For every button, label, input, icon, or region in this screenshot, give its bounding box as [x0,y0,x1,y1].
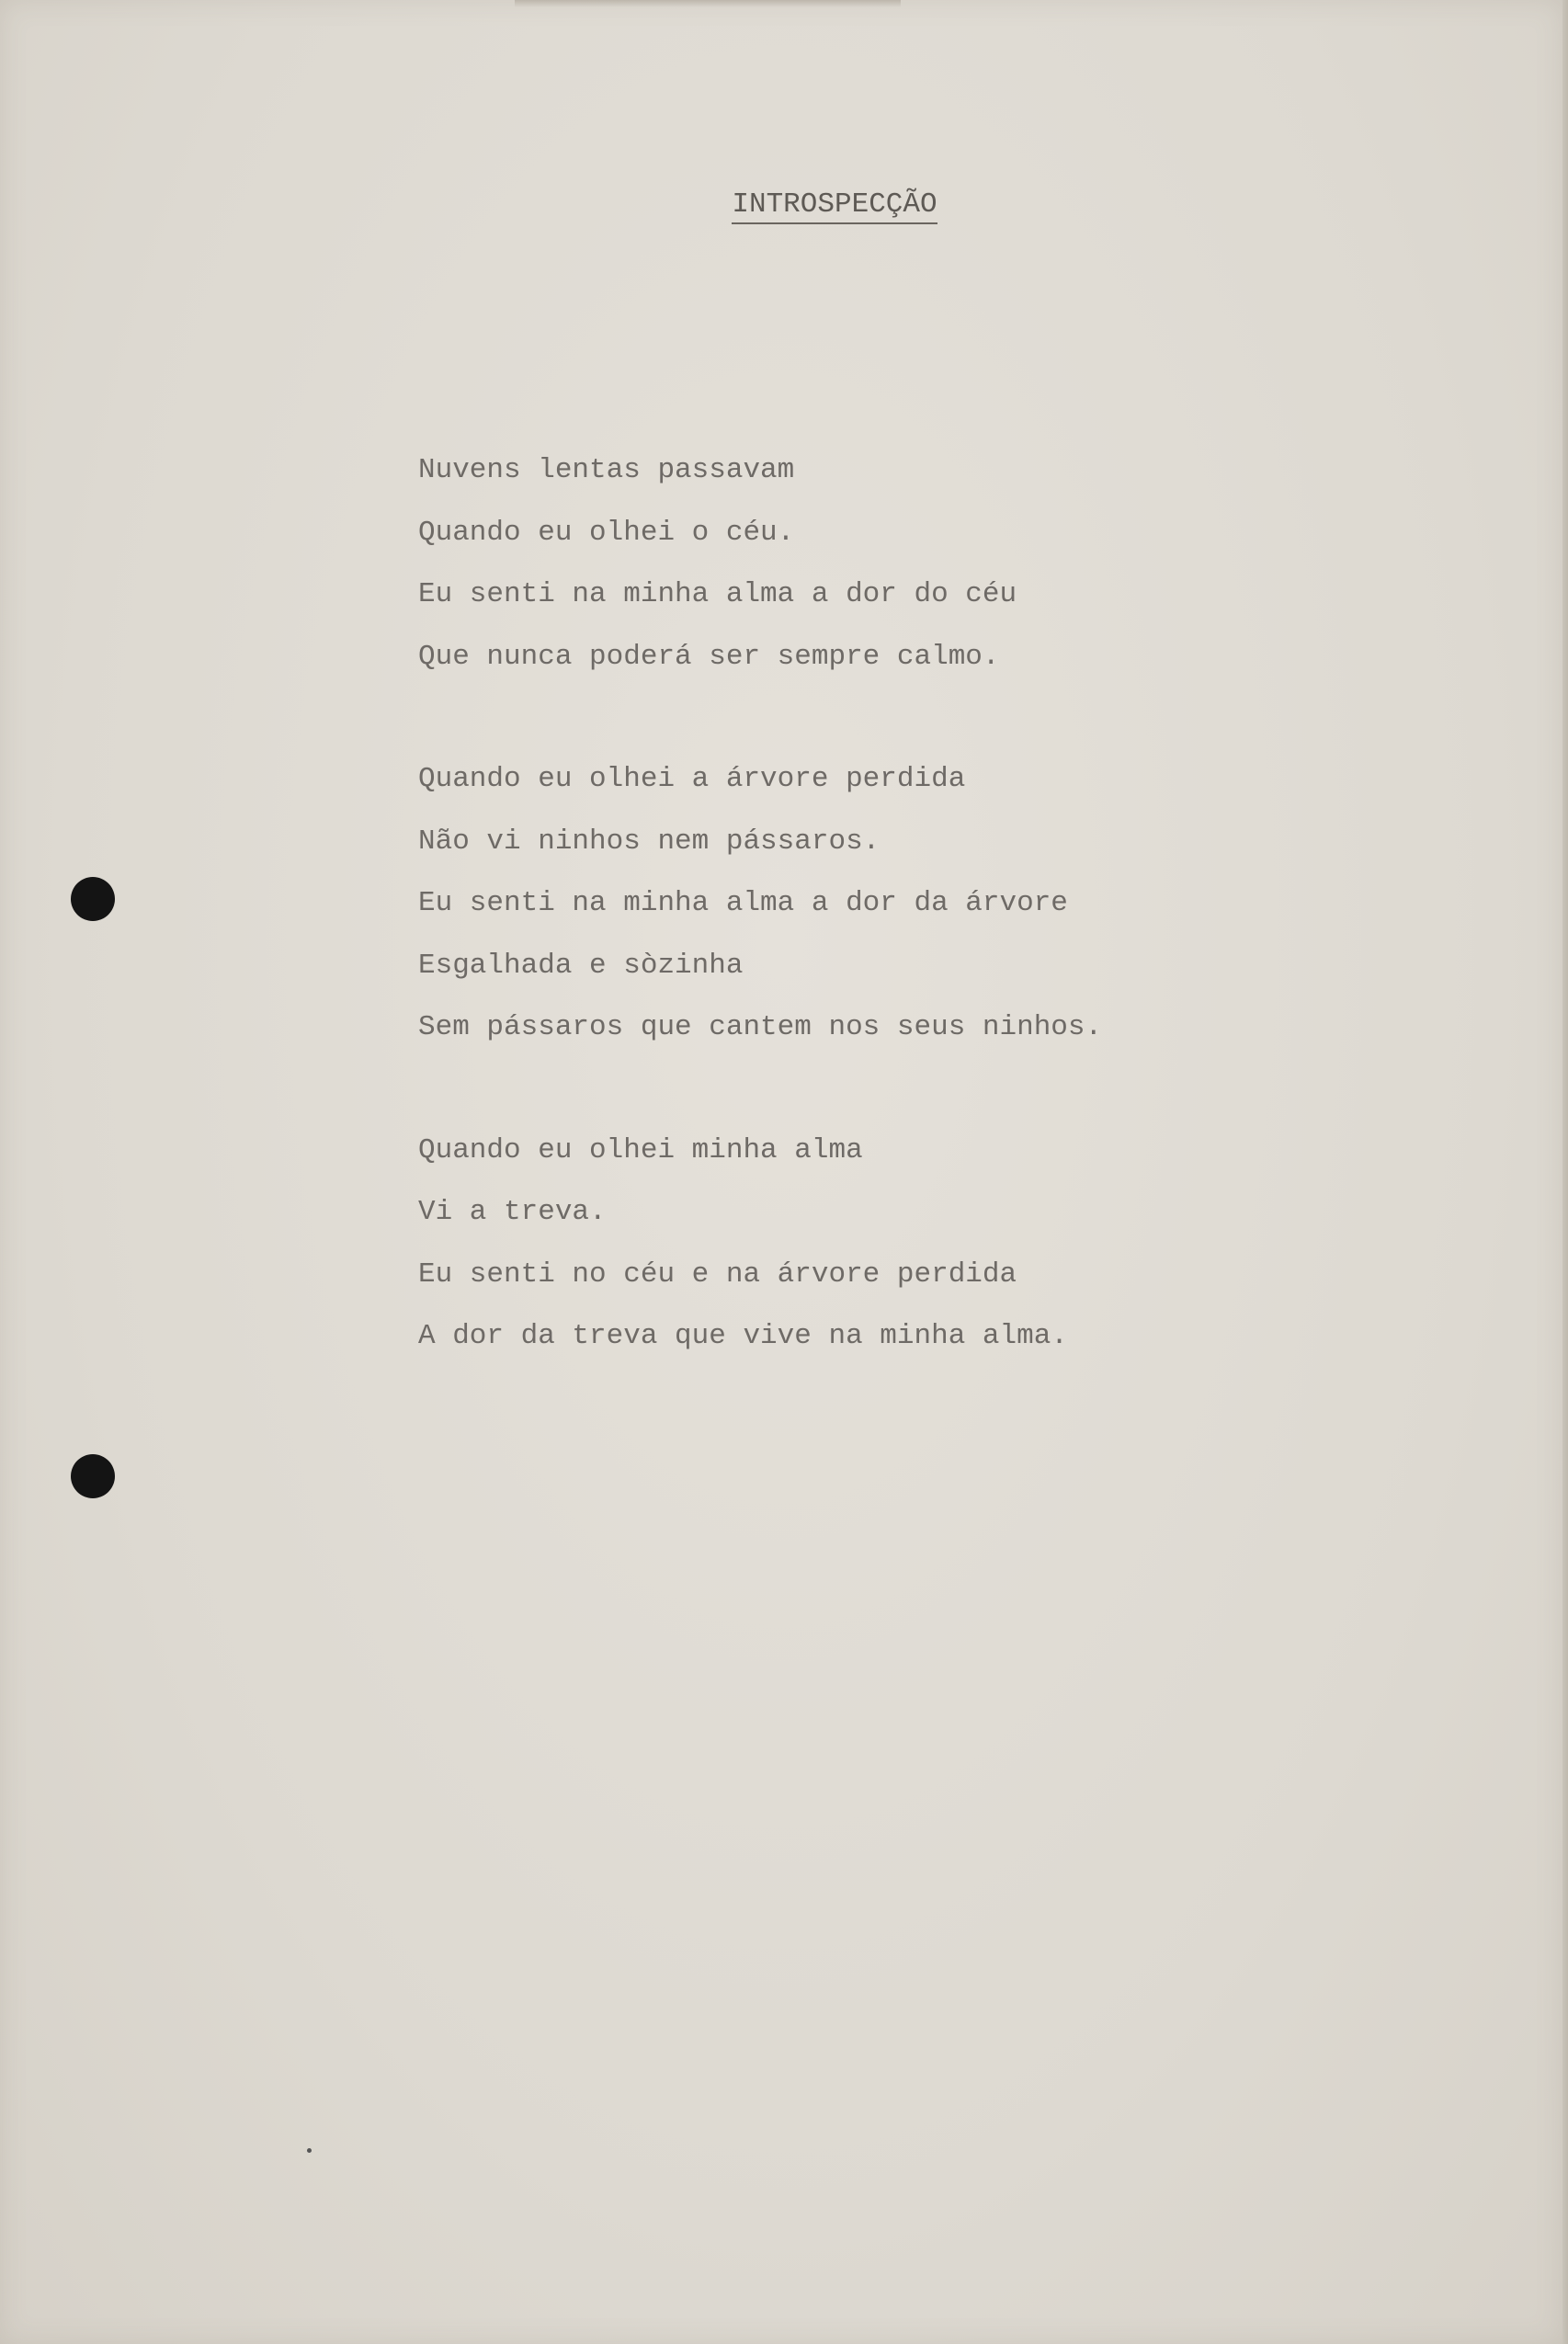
stanza-3 [418,1120,1521,1368]
paper-edge [1562,0,1568,2344]
punch-hole-upper [71,877,115,921]
stanza-1 [418,439,1521,688]
punch-hole-lower [71,1454,115,1498]
poem-title-text: INTROSPECÇÃO [732,188,937,224]
poem-line: Quando eu olhei a árvore perdida [418,763,966,795]
paper-top-wear [515,0,901,7]
poem-line: Quando eu olhei o céu. [418,516,795,549]
poem-body [418,439,1521,1428]
poem-line: A dor da treva que vive na minha alma. [418,1320,1068,1352]
poem-line: Vi a treva. [418,1196,607,1228]
poem-line: Esgalhada e sòzinha [418,949,744,982]
poem-line: Eu senti na minha alma a dor do céu [418,578,1017,610]
poem-line: Não vi ninhos nem pássaros. [418,825,881,858]
ink-speck [307,2148,312,2153]
poem-line: Nuvens lentas passavam [418,454,795,486]
poem-line: Eu senti na minha alma a dor da árvore [418,887,1068,919]
stanza-2 [418,748,1521,1059]
poem-title [0,188,1568,221]
poem-line: Que nunca poderá ser sempre calmo. [418,640,1000,673]
poem-line: Eu senti no céu e na árvore perdida [418,1257,1017,1291]
poem-line: Quando eu olhei minha alma [418,1133,863,1166]
poem-line: Sem pássaros que cantem nos seus ninhos. [418,1011,1103,1043]
